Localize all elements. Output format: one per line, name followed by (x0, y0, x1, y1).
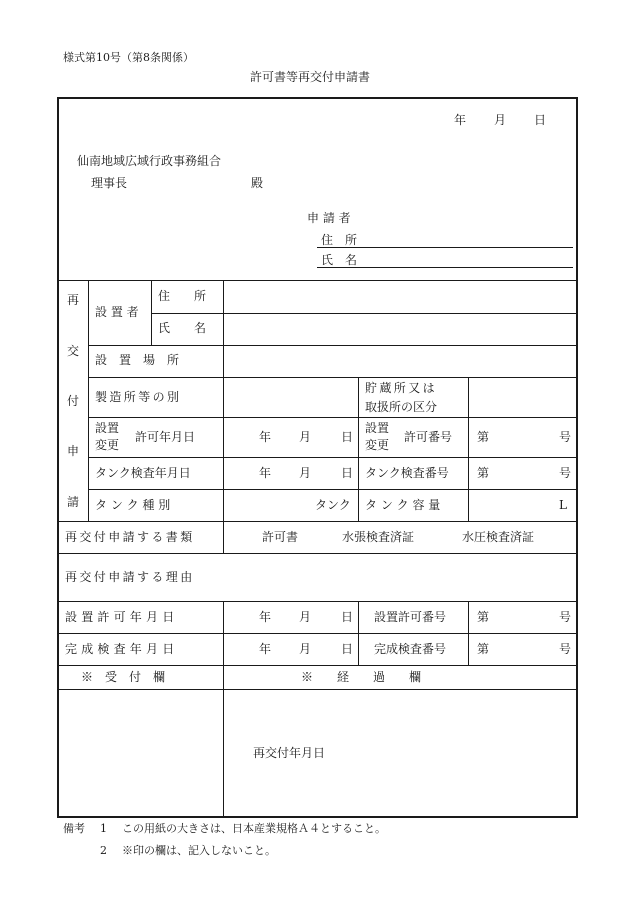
rule (88, 489, 578, 490)
rule (358, 377, 359, 521)
installer-address-label: 住 所 (158, 289, 207, 303)
day-label: 日 (341, 466, 354, 480)
change-label-line2: 変更 (365, 438, 390, 452)
rule (468, 377, 469, 521)
reissue-reason-label: 再交付申請する理由 (65, 570, 195, 584)
note-2-text: ※印の欄は、記入しないこと。 (122, 844, 276, 857)
day-label: 日 (341, 610, 354, 624)
facility-type-label: 製造所等の別 (95, 390, 182, 404)
date-year-label: 年 (454, 113, 467, 127)
side-label-char: 交 (67, 344, 80, 358)
dai-label: 第 (477, 610, 490, 624)
install-permit-date-label: 設置許可年月日 (65, 610, 179, 624)
doc-option-water-fill[interactable]: 水張検査済証 (342, 530, 415, 544)
rule (59, 633, 578, 634)
rule (358, 601, 359, 665)
completion-number-label: 完成検査番号 (374, 642, 447, 656)
tank-inspection-number-label: タンク検査番号 (365, 466, 449, 480)
side-label-char: 付 (67, 394, 80, 408)
completion-date-label: 完成検査年月日 (65, 642, 179, 656)
reception-header: ※ 受 付 欄 (81, 670, 166, 684)
side-label-char: 申 (67, 444, 80, 458)
month-label: 月 (299, 610, 312, 624)
date-month-label: 月 (494, 113, 507, 127)
applicant-address-line[interactable] (317, 247, 573, 248)
dai-label: 第 (477, 642, 490, 656)
day-label: 日 (341, 642, 354, 656)
rule (59, 521, 578, 522)
installer-name-label: 氏 名 (158, 321, 207, 335)
rule (223, 601, 224, 818)
installer-label: 設 置 者 (95, 305, 139, 319)
year-label: 年 (259, 466, 272, 480)
honorific: 殿 (251, 176, 264, 190)
change-label-line1: 設置 (95, 421, 120, 435)
recipient-organization: 仙南地域広域行政事務組合 (77, 154, 222, 168)
rule (151, 280, 152, 345)
rule (88, 417, 578, 418)
rule (223, 280, 224, 553)
permit-date-label: 許可年月日 (135, 430, 196, 444)
rule (88, 280, 89, 521)
side-label-char: 請 (67, 495, 80, 509)
go-label: 号 (559, 610, 572, 624)
rule (88, 457, 578, 458)
storage-label-line1: 貯蔵所又は (365, 381, 438, 395)
storage-label-line2: 取扱所の区分 (365, 400, 438, 414)
year-label: 年 (259, 642, 272, 656)
form-number: 様式第10号（第8条関係） (63, 51, 194, 64)
year-label: 年 (259, 610, 272, 624)
install-permit-number-label: 設置許可番号 (374, 610, 447, 624)
rule (151, 313, 578, 314)
dai-label: 第 (477, 466, 490, 480)
recipient-title: 理事長 (91, 176, 128, 190)
doc-option-permit[interactable]: 許可書 (262, 530, 299, 544)
table-top-rule (59, 280, 578, 281)
month-label: 月 (299, 430, 312, 444)
tank-unit-label: タンク (315, 498, 351, 512)
applicant-name-line[interactable] (317, 267, 573, 268)
doc-option-water-pressure[interactable]: 水圧検査済証 (462, 530, 535, 544)
note-1-text: この用紙の大きさは、日本産業規格Ａ４とすること。 (122, 822, 386, 835)
capacity-unit-label: L (559, 498, 567, 512)
rule (468, 601, 469, 665)
progress-header: ※ 経 過 欄 (301, 670, 422, 684)
rule (59, 553, 578, 554)
go-label: 号 (559, 430, 572, 444)
tank-capacity-label: タ ン ク 容 量 (365, 498, 441, 512)
rule (59, 601, 578, 602)
rule (88, 345, 578, 346)
reissue-date-label: 再交付年月日 (253, 746, 326, 760)
note-2-number: 2 (100, 844, 107, 857)
rule (88, 377, 578, 378)
change-label-line1: 設置 (365, 421, 390, 435)
month-label: 月 (299, 466, 312, 480)
rule (59, 689, 578, 690)
reissue-documents-label: 再交付申請する書類 (65, 530, 195, 544)
day-label: 日 (341, 430, 354, 444)
go-label: 号 (559, 642, 572, 656)
applicant-heading: 申 請 者 (307, 211, 351, 225)
rule (59, 665, 578, 666)
applicant-address-label: 住 所 (321, 233, 358, 247)
side-label-char: 再 (67, 293, 80, 307)
form-title: 許可書等再交付申請書 (250, 70, 371, 84)
change-label-line2: 変更 (95, 438, 120, 452)
go-label: 号 (559, 466, 572, 480)
permit-number-label: 許可番号 (404, 430, 453, 444)
tank-type-label: タ ン ク 種 別 (95, 498, 171, 512)
install-place-label: 設 置 場 所 (95, 353, 180, 367)
year-label: 年 (259, 430, 272, 444)
date-day-label: 日 (534, 113, 547, 127)
application-form (57, 97, 578, 818)
tank-inspection-date-label: タンク検査年月日 (95, 466, 191, 480)
dai-label: 第 (477, 430, 490, 444)
applicant-name-label: 氏 名 (321, 253, 358, 267)
notes-label: 備考 (63, 822, 85, 835)
month-label: 月 (299, 642, 312, 656)
note-1-number: 1 (100, 822, 107, 835)
